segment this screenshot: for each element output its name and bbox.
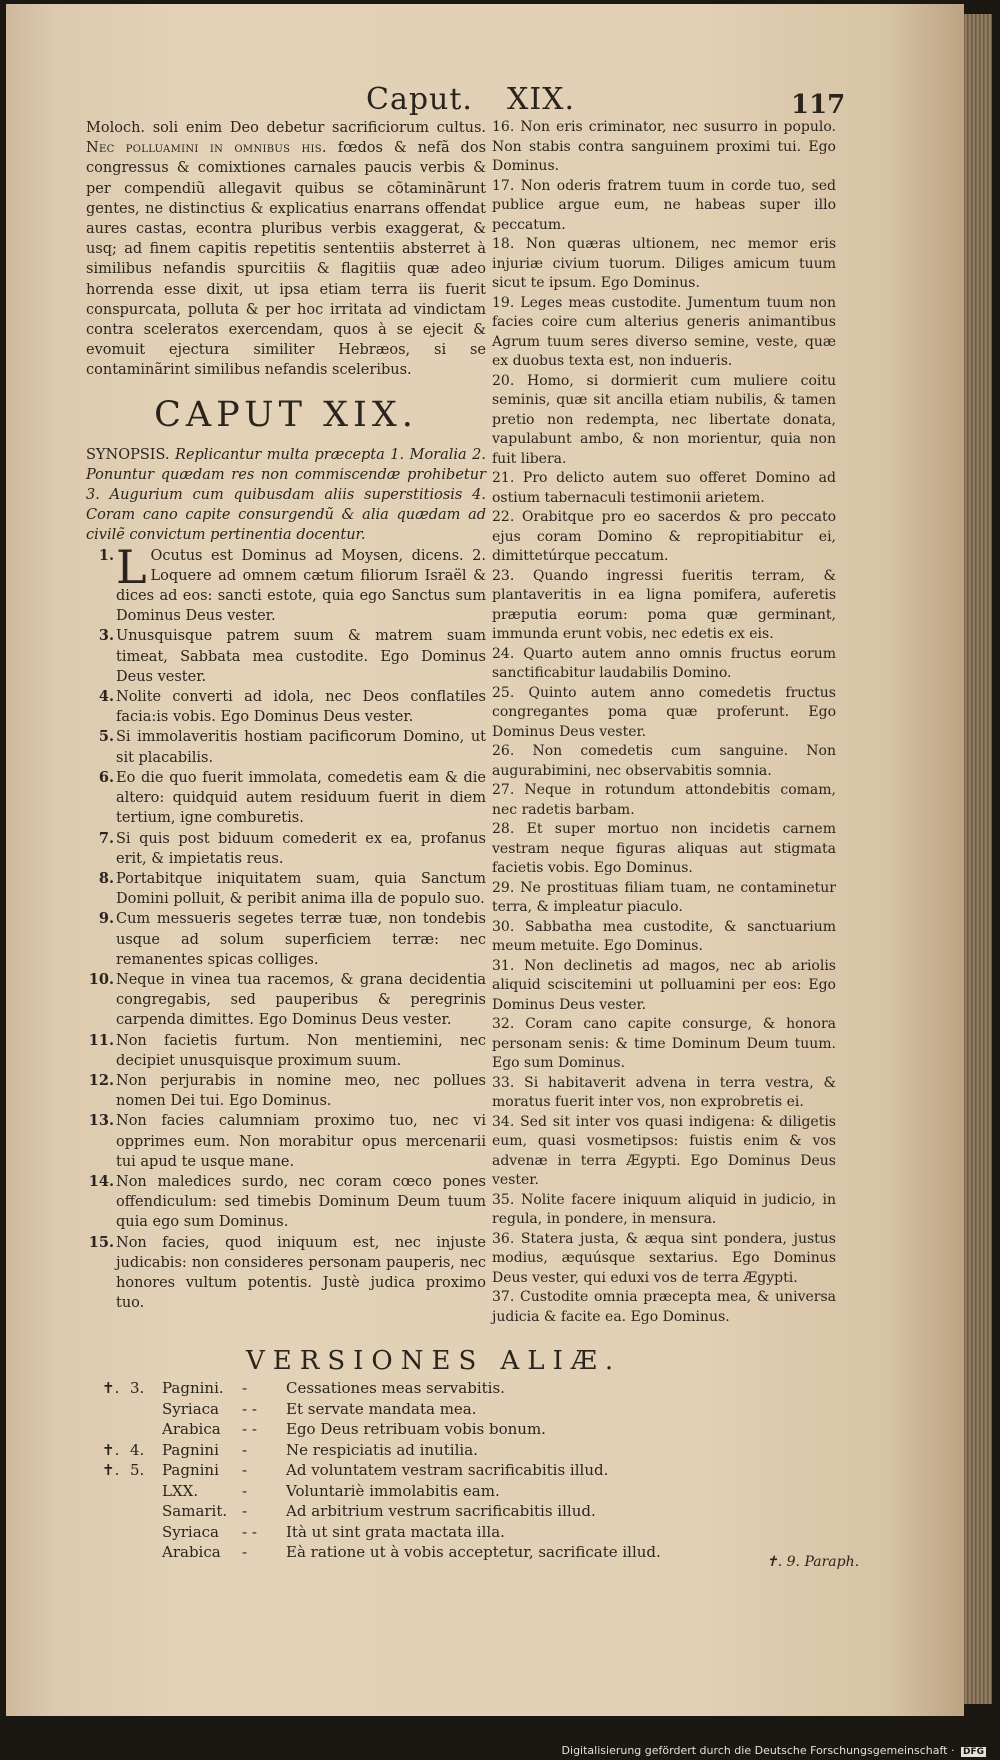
verse-text: Nolite converti ad idola, nec Deos conflatiles facia:is vobis. Ego Dominus Deus vester. [116, 689, 486, 726]
verse-text: Si immolaveritis hostiam pacificorum Domino, ut sit placabilis. [116, 729, 486, 766]
verse-number: 7. [98, 829, 114, 847]
verse-text: Ocutus est Dominus ad Moysen, dicens. 2. Loquere ad omnem cætum filiorum Israël & dices ad eos: sancti estote, quia ego Sanctus sum Dominus Deus vester. [116, 547, 486, 625]
verse [86, 539, 486, 627]
credit-text: Digitalisierung gefördert durch die Deutsche Forschungsgemeinschaft [561, 1744, 948, 1757]
verse-ref [130, 1399, 162, 1420]
verse-number: 1. [98, 546, 114, 564]
verse-number: 26. [492, 743, 515, 759]
running-head [366, 82, 575, 117]
version-dash: - - [242, 1399, 257, 1418]
verse-text: Sabbatha mea custodite, & sanctuarium meum metuite. Ego Dominus. [492, 918, 836, 954]
intro-lemma: Nec polluamini in omnibus his. [86, 140, 327, 157]
verse-ref [130, 1419, 162, 1440]
version-text: Ne respiciatis ad inutilia. [286, 1440, 478, 1459]
verse-text: Non quæras ultionem, nec memor eris injuriæ civium tuorum. Diliges amicum tuum sicut te ipsum. Ego Dominus. [492, 236, 836, 291]
verse-text: Ne prostituas filiam tuam, ne contaminetur terra, & impleatur piaculo. [492, 879, 836, 915]
version-name: Samarit. [162, 1502, 228, 1520]
verse-text: Non facietis furtum. Non mentiemini, nec decipiet unusquisque proximum suum. [116, 1032, 486, 1069]
verse-text: Neque in rotundum attondebitis comam, nec radetis barbam. [492, 782, 836, 818]
verse-number: 24. [492, 645, 515, 662]
verse [492, 294, 836, 372]
verse-number: 22. [492, 509, 515, 525]
verse-text: Non eris criminator, nec susurro in populo. Non stabis contra sanguinem proximi tui. Ego Dominus. [492, 119, 837, 174]
verse-number: 15. [88, 1233, 114, 1251]
version-text: Eà ratione ut à vobis acceptetur, sacrificate illud. [286, 1543, 661, 1561]
verse-text: Orabitque pro eo sacerdos & pro peccato ejus coram Domino & repropitiabitur ei, dimittetúrque peccatum. [492, 509, 836, 564]
verse-mark [102, 1419, 130, 1440]
verse-mark [102, 1542, 130, 1563]
verse-text: Coram cano capite consurge, & honora personam senis: & time Dominum Deum tuum. Ego sum Dominus. [492, 1016, 836, 1071]
verse-number: 23. [492, 567, 515, 584]
verse-ref [130, 1501, 162, 1522]
verse-number: 32. [492, 1016, 515, 1032]
alt-version-row [102, 1440, 661, 1461]
verse-number: 33. [492, 1074, 515, 1091]
alt-version-row [102, 1501, 661, 1522]
running-head-chapter: XIX. [506, 82, 576, 117]
verse-text: Non facies, quod iniquum est, nec injuste judicabis: non consideres personam pauperis, nec honores vultum potentis. Justè judica proximo tuo. [116, 1234, 486, 1312]
verse [86, 970, 486, 1031]
version-name: Syriaca [162, 1399, 220, 1418]
verse-number: 12. [88, 1071, 114, 1089]
verse [492, 177, 836, 236]
book-page [6, 4, 964, 1716]
verse-number: 3. [98, 627, 114, 645]
alt-version-row [102, 1542, 661, 1563]
left-verse-list [86, 539, 486, 1314]
verse-text: Sed sit inter vos quasi indigena: & diligetis eum, quasi vosmetipsos: fuistis enim & vos advenæ in terra Ægypti. Ego Dominus Deus vester. [492, 1113, 836, 1188]
verse-text: Non declinetis ad magos, nec ab ariolis aliquid sciscitemini ut polluamini per eos: Ego Dominus Deus vester. [492, 957, 836, 1013]
verse-number: 36. [492, 1230, 515, 1247]
verse-text: Et super mortuo non incidetis carnem vestram neque figuras aliquas aut stigmata facietis vobis. Ego Dominus. [492, 821, 836, 876]
verse-text: Si habitaverit advena in terra vestra, & moratus fuerit inter vos, non exprobretis ei. [492, 1074, 837, 1110]
version-text: Cessationes meas servabitis. [286, 1379, 505, 1397]
version-text: Et servate mandata mea. [286, 1399, 477, 1418]
verse-number: 21. [492, 470, 515, 486]
version-text: Ad arbitrium vestrum sacrificabitis illud. [286, 1502, 596, 1520]
verse [492, 781, 836, 820]
right-verse-list [492, 118, 836, 1327]
verse-number: 25. [492, 684, 515, 701]
verse-text: Nolite facere iniquum aliquid in judicio, in regula, in pondere, in mensura. [492, 1191, 837, 1227]
version-dash: - [242, 1440, 248, 1459]
verse-number: 4. [98, 688, 114, 706]
alternate-versions-list [102, 1378, 661, 1563]
verse [492, 1288, 836, 1327]
version-name: Pagnini [162, 1440, 219, 1459]
verse [492, 879, 836, 918]
verse [86, 727, 486, 767]
running-head-caput: Caput. [366, 82, 473, 117]
verse-text: Eo die quo fuerit immolata, comedetis eam & die altero: quidquid autem residuum fuerit in diem tertium, igne comburetis. [116, 769, 486, 827]
verse [86, 1233, 486, 1314]
verse-number: 13. [88, 1112, 114, 1130]
verse-number: 9. [98, 910, 114, 928]
verse-text: Quarto autem anno omnis fructus eorum sanctificabitur laudabilis Domino. [492, 645, 836, 681]
verse [86, 626, 486, 687]
catchword: ✝. 9. Paraph. [766, 1554, 860, 1570]
synopsis-label: SYNOPSIS. [86, 446, 170, 463]
verse [492, 645, 836, 684]
verse-text: Unusquisque patrem suum & matrem suam timeat, Sabbata mea custodite. Ego Dominus Deus vester. [116, 628, 486, 685]
verse [86, 829, 486, 869]
version-text: Ad voluntatem vestram sacrificabitis illud. [286, 1461, 609, 1479]
verse [492, 1015, 836, 1074]
verse [492, 469, 836, 508]
verse-number: 20. [492, 372, 515, 389]
verse-ref: 5. [130, 1461, 145, 1479]
version-name: Arabica [162, 1420, 221, 1438]
verse-number: 16. [492, 119, 515, 135]
versiones-title: VERSIONES ALIÆ. [246, 1346, 622, 1376]
verse-text: Quinto autem anno comedetis fructus congregantes poma quæ proferunt. Ego Dominus Deus vester. [492, 684, 836, 740]
version-text: Voluntariè immolabitis eam. [286, 1481, 500, 1500]
verse-text: Non perjurabis in nomine meo, nec pollues nomen Dei tui. Ego Dominus. [116, 1072, 486, 1110]
verse [492, 742, 836, 781]
verse [492, 372, 836, 470]
verse-number: 17. [492, 177, 515, 194]
dfg-logo-icon: DFG [962, 1747, 984, 1757]
chapter-title: CAPUT XIX. [154, 394, 418, 435]
verse-number: 11. [88, 1031, 114, 1049]
verse-number: 35. [492, 1191, 515, 1208]
verse [492, 1191, 836, 1230]
verse [492, 820, 836, 879]
verse-ref [130, 1522, 162, 1543]
version-dash: - [242, 1543, 248, 1561]
verse-number: 19. [492, 294, 515, 311]
verse-number: 18. [492, 236, 515, 252]
left-column [86, 118, 486, 1313]
verse-text: Pro delicto autem suo offeret Domino ad ostium tabernaculi testimonii arietem. [492, 470, 836, 506]
verse-text: Neque in vinea tua racemos, & grana decidentia congregabis, sed pauperibus & peregrinis carpenda dimittes. Ego Dominus Deus vester. [116, 971, 486, 1029]
version-dash: - [242, 1461, 248, 1479]
verse [86, 1111, 486, 1172]
alt-version-row [102, 1378, 661, 1399]
verse [492, 1074, 836, 1113]
verse [86, 768, 486, 829]
verse [492, 235, 836, 294]
verse-ref [130, 1481, 162, 1502]
verse [86, 909, 486, 970]
verse [492, 567, 836, 645]
verse-mark: ✝. [102, 1379, 120, 1397]
verse-number: 5. [98, 728, 114, 746]
verse [86, 869, 486, 909]
verse [86, 1031, 486, 1071]
verse-text: Leges meas custodite. Jumentum tuum non facies coire cum alterius generis animantibus Agrum tuum seres diverso semine, veste, quæ ex duobus texta est, non indueris. [492, 294, 837, 369]
verse [492, 1113, 836, 1191]
verse-mark [102, 1501, 130, 1522]
verse [492, 918, 836, 957]
verse [492, 1230, 836, 1289]
verse-number: 37. [492, 1289, 515, 1305]
verse-text: Homo, si dormierit cum muliere coitu seminis, quæ sit ancilla etiam nubilis, & tamen pretio non redempta, nec libertate donata, vapulabunt ambo, & non morientur, quia non fuit libera. [492, 372, 837, 467]
intro-first-line: Moloch. soli enim Deo debetur sacrificiorum cultus. [86, 120, 486, 136]
verse [492, 684, 836, 743]
verse [86, 1071, 486, 1111]
version-name: LXX. [162, 1481, 199, 1500]
verse-number: 34. [492, 1113, 515, 1130]
alt-version-row [102, 1522, 661, 1543]
verse [86, 1172, 486, 1233]
verse [86, 687, 486, 727]
intro-paragraph [86, 118, 486, 381]
synopsis-text: Replicantur multa præcepta 1. Moralia 2. Ponuntur quædam res non commiscendæ prohibetur 3. Augurium cum quibusdam aliis superstitiosis 4. Coram cano capite consurgendũ & alia quædam ad civilẽ convictum pertinentia docentur. [86, 446, 486, 544]
version-text: Ità ut sint grata mactata illa. [286, 1522, 505, 1541]
intro-text: fœdos & nefã dos congressus & comixtiones carnales paucis verbis & per compendiũ allegavit quibus se cõtaminãrunt gentes, ne distinctius & explicatius enarrans offendat aures castas, econtra pluribus verbis exaggerat, & usq; ad finem capitis repetitis sententiis absterret à similibus nefandis spurcitiis & flagitiis quæ adeo horrenda esse dixit, ut ipsa etiam terra iis fuerit conspurcata, polluta & per hoc irritata ad vindictam contra sceleratos exercendam, quos à se ejecit & evomuit ejectura similiter Hebræos, si se contaminãrint similibus nefandis sceleribus. [86, 140, 487, 379]
verse-text: Custodite omnia præcepta mea, & universa judicia & facite ea. Ego Dominus. [492, 1289, 836, 1325]
alt-version-row [102, 1399, 661, 1420]
alt-version-row [102, 1460, 661, 1481]
verse-text: Non maledices surdo, nec coram cœco pones offendiculum: sed timebis Dominum Deum tuum quia ego sum Dominus. [116, 1173, 486, 1231]
verse-text: Statera justa, & æqua sint pondera, justus modius, æquúsque sextarius. Ego Dominus Deus vester, qui eduxi vos de terra Ægypti. [492, 1230, 836, 1286]
verse-number: 28. [492, 821, 515, 837]
verse-mark [102, 1399, 130, 1420]
verse [492, 957, 836, 1016]
synopsis [86, 445, 486, 546]
page-edge [964, 14, 992, 1704]
verse-text: Non comedetis cum sanguine. Non augurabimini, nec observabitis somnia. [492, 743, 836, 779]
verse-text: Quando ingressi fueritis terram, & plantaveritis in ea ligna pomifera, auferetis præputia eorum: poma quæ germinant, immunda erunt vobis, nec edetis ex eis. [492, 567, 836, 642]
verse [492, 118, 836, 177]
verse-ref: 4. [130, 1440, 145, 1459]
version-name: Pagnini [162, 1461, 219, 1479]
verse-number: 14. [88, 1172, 114, 1190]
verse-number: 8. [98, 869, 114, 887]
verse-mark [102, 1522, 130, 1543]
verse-ref [130, 1542, 162, 1563]
version-dash: - - [242, 1522, 257, 1541]
version-dash: - [242, 1502, 248, 1520]
verse-text: Non facies calumniam proximo tuo, nec vi opprimes eum. Non morabitur opus mercenarii tui apud te usque mane. [116, 1113, 486, 1170]
verse-mark: ✝. [102, 1440, 120, 1459]
alt-version-row [102, 1419, 661, 1440]
verse-mark: ✝. [102, 1461, 120, 1479]
verse-text: Cum messueris segetes terræ tuæ, non tondebis usque ad solum superficiem terræ: nec remanentes spicas colliges. [116, 911, 486, 968]
right-column [492, 118, 836, 1327]
digitization-credit: Digitalisierung gefördert durch die Deutsche Forschungsgemeinschaft · DFG [561, 1744, 984, 1757]
verse-ref: 3. [130, 1379, 145, 1397]
page-number: 117 [791, 90, 846, 120]
verse-number: 27. [492, 782, 515, 798]
version-dash: - [242, 1379, 248, 1397]
verse [492, 508, 836, 567]
verse-mark [102, 1481, 130, 1502]
drop-capital: L [116, 539, 147, 594]
verse-number: 29. [492, 879, 515, 896]
verse-text: Non oderis fratrem tuum in corde tuo, sed publice argue eum, ne habeas super illo peccatum. [492, 177, 836, 233]
version-dash: - [242, 1481, 248, 1500]
verse-number: 10. [88, 970, 114, 988]
version-name: Arabica [162, 1543, 221, 1561]
version-dash: - - [242, 1420, 257, 1438]
version-name: Syriaca [162, 1522, 220, 1541]
verse-number: 31. [492, 957, 515, 974]
version-name: Pagnini. [162, 1379, 224, 1397]
verse-number: 30. [492, 918, 515, 935]
version-text: Ego Deus retribuam vobis bonum. [286, 1420, 546, 1438]
verse-text: Si quis post biduum comederit ex ea, profanus erit, & impietatis reus. [116, 830, 486, 867]
verse-number: 6. [98, 768, 114, 786]
verse-text: Portabitque iniquitatem suam, quia Sanctum Domini polluit, & peribit anima illa de populo suo. [116, 870, 486, 908]
alt-version-row [102, 1481, 661, 1502]
